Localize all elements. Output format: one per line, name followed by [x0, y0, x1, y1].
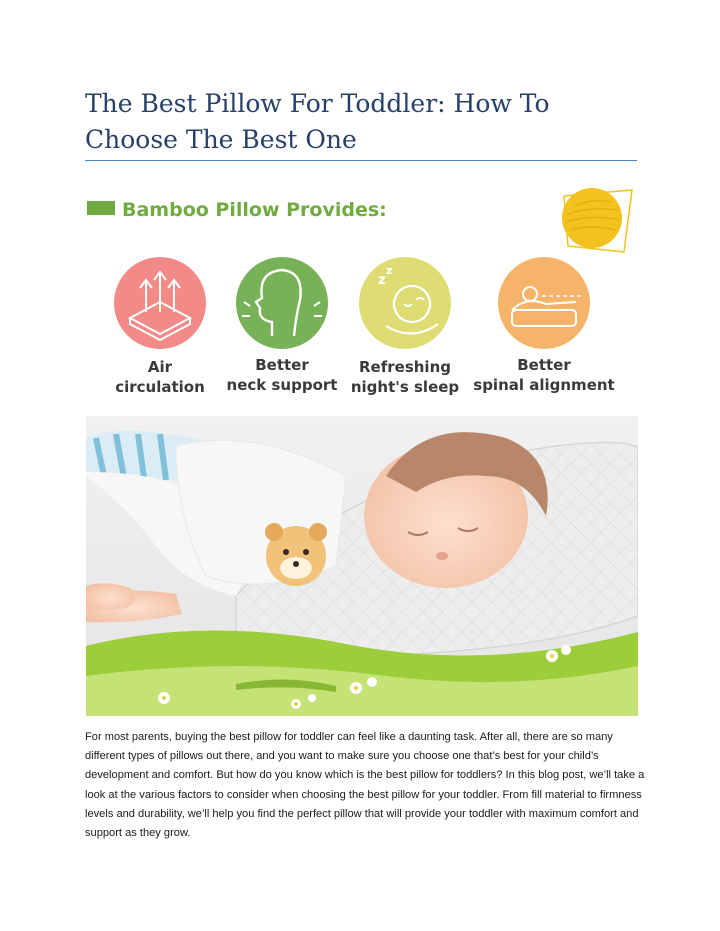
svg-text:z: z	[386, 264, 393, 277]
title-underline	[85, 160, 637, 161]
svg-text:z: z	[378, 273, 386, 288]
banner-bar	[87, 201, 115, 215]
benefit-3-line-1: Refreshing	[359, 358, 451, 376]
benefit-4-line-2: spinal alignment	[473, 376, 615, 394]
benefit-1-line-1: Air	[147, 358, 173, 376]
sleeping-baby-icon	[359, 257, 451, 349]
title-line-1: The Best Pillow For Toddler: How To	[85, 89, 550, 118]
plush-toy-icon	[265, 523, 327, 586]
title-line-2: Choose The Best One	[85, 125, 357, 154]
benefit-1-line-2: circulation	[115, 378, 205, 396]
sleeping-toddler-photo	[86, 416, 638, 716]
benefit-4-line-1: Better	[517, 356, 571, 374]
hero-image	[86, 176, 638, 716]
brand-badge-icon	[562, 188, 632, 252]
benefit-2-line-1: Better	[255, 356, 309, 374]
page-title	[85, 86, 645, 158]
benefit-refreshing-sleep	[351, 257, 460, 396]
benefit-air-circulation	[114, 257, 206, 396]
benefit-neck-support	[227, 257, 338, 394]
benefit-2-line-2: neck support	[226, 376, 338, 394]
banner-title: Bamboo Pillow Provides:	[122, 199, 387, 221]
intro-paragraph: For most parents, buying the best pillow for toddler can feel like a daunting task. After all, there are so many different types of pillows out there, and you want to make sure you choose one that’s best for your child’s development and comfort. But how do you know which is the best pillow for toddlers? In this blog post, we’ll take a look at the various factors to consider when choosing the best pillow for your toddler. From fill material to firmness levels and durability, we’ll help you find the perfect pillow that will provide your toddler with maximum comfort and support as they grow.	[85, 731, 645, 840]
benefit-3-line-2: night's sleep	[350, 378, 460, 396]
benefit-spinal-alignment	[473, 257, 614, 394]
